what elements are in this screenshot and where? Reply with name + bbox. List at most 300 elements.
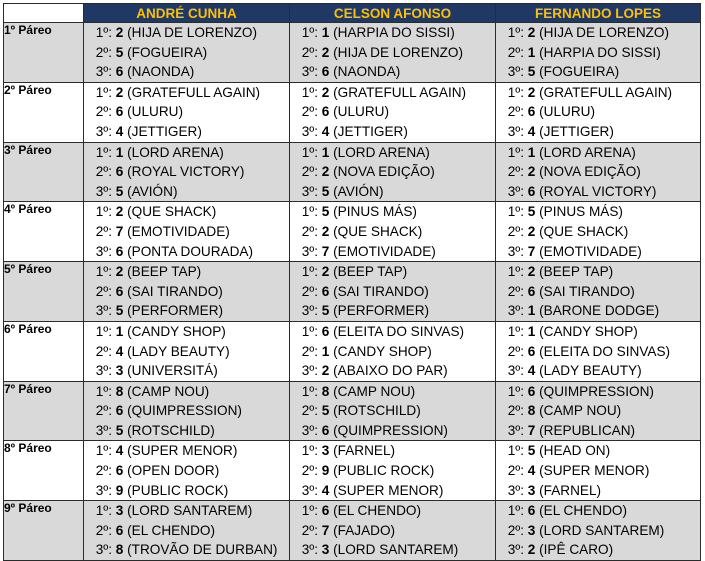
horse-number: 6 — [527, 503, 536, 519]
pick-line — [290, 122, 495, 142]
horse-name: (ELEITA DO SINVAS) — [539, 343, 671, 359]
pick-position: 1º: — [301, 25, 318, 40]
horse-name: (ULURU) — [539, 104, 596, 120]
horse-number: 2 — [321, 164, 330, 180]
pick-position: 3º: — [95, 64, 112, 80]
horse-number: 4 — [527, 363, 536, 379]
pick-position: 1º: — [95, 144, 112, 160]
horse-number: 5 — [321, 403, 330, 419]
horse-name: (LORD SANTAREM) — [127, 503, 253, 519]
horse-name: (SAI TIRANDO) — [333, 283, 429, 299]
header-row — [4, 4, 701, 23]
header-andre-cunha: ANDRÉ CUNHA — [84, 4, 290, 23]
race-label: 9º Páreo — [4, 501, 84, 561]
horse-name: (QUIMPRESSION) — [127, 403, 242, 419]
pick-position: 1º: — [507, 323, 524, 339]
horse-name: (CANDY SHOP) — [333, 343, 432, 359]
pick-position: 2º: — [95, 522, 112, 538]
horse-name: (QUE SHACK) — [127, 204, 217, 220]
pick-position: 3º: — [95, 243, 112, 259]
horse-number: 4 — [527, 123, 536, 139]
race-label: 3º Páreo — [4, 142, 84, 202]
horse-name: (QUIMPRESSION) — [333, 422, 448, 438]
horse-name: (ROTSCHILD) — [333, 403, 421, 419]
horse-number: 3 — [527, 522, 536, 538]
horse-name: (PINUS MÁS) — [539, 204, 623, 220]
horse-number: 2 — [527, 25, 536, 40]
horse-number: 2 — [115, 204, 124, 220]
tipster-picks-cell — [84, 262, 290, 322]
pick-line — [84, 361, 289, 381]
horse-number: 2 — [527, 264, 536, 280]
pick-position: 3º: — [507, 303, 524, 319]
pick-line — [84, 162, 289, 182]
pick-line — [496, 382, 700, 402]
horse-name: (ROTSCHILD) — [127, 422, 215, 438]
horse-name: (FARNEL) — [539, 482, 602, 498]
tipster-picks-cell — [496, 82, 701, 142]
horse-number: 2 — [321, 264, 330, 280]
pick-position: 1º: — [301, 264, 318, 280]
pick-line — [84, 461, 289, 481]
pick-line — [496, 182, 700, 202]
race-label: 7º Páreo — [4, 381, 84, 441]
pick-position: 1º: — [95, 383, 112, 399]
horse-name: (LADY BEAUTY) — [539, 363, 642, 379]
pick-line — [290, 162, 495, 182]
horse-name: (BEEP TAP) — [539, 264, 614, 280]
pick-position: 3º: — [95, 542, 112, 558]
horse-number: 2 — [321, 84, 330, 100]
pick-line — [290, 282, 495, 302]
horse-name: (NAONDA) — [333, 64, 401, 80]
pick-line — [496, 242, 700, 262]
pick-line — [290, 421, 495, 441]
pick-position: 2º: — [301, 164, 318, 180]
race-row — [4, 501, 701, 561]
pick-position: 2º: — [507, 223, 524, 239]
tipster-picks-cell — [496, 23, 701, 83]
pick-position: 2º: — [301, 223, 318, 239]
horse-name: (BEEP TAP) — [333, 264, 408, 280]
horse-name: (GRATEFULL AGAIN) — [539, 84, 673, 100]
header-celson-afonso: CELSON AFONSO — [290, 4, 496, 23]
horse-number: 2 — [321, 363, 330, 379]
horse-number: 5 — [115, 44, 124, 60]
horse-number: 4 — [115, 123, 124, 139]
horse-number: 2 — [115, 84, 124, 100]
horse-name: (LORD ARENA) — [539, 144, 636, 160]
pick-line — [84, 401, 289, 421]
tipster-picks-cell — [84, 501, 290, 561]
pick-line — [84, 262, 289, 282]
tipster-picks-cell — [84, 82, 290, 142]
horse-number: 6 — [115, 403, 124, 419]
horse-name: (SUPER MENOR) — [333, 482, 444, 498]
pick-position: 1º: — [95, 323, 112, 339]
pick-line — [84, 222, 289, 242]
pick-position: 3º: — [95, 303, 112, 319]
pick-line — [290, 242, 495, 262]
race-row — [4, 441, 701, 501]
horse-number: 3 — [321, 542, 330, 558]
race-row — [4, 381, 701, 441]
pick-position: 2º: — [95, 164, 112, 180]
horse-name: (CAMP NOU) — [539, 403, 622, 419]
horse-number: 7 — [321, 243, 330, 259]
horse-name: (NOVA EDIÇÃO) — [539, 164, 641, 180]
pick-position: 2º: — [507, 522, 524, 538]
pick-line — [496, 23, 700, 43]
race-label: 8º Páreo — [4, 441, 84, 501]
horse-number: 8 — [115, 542, 124, 558]
horse-name: (ULURU) — [127, 104, 184, 120]
horse-number: 1 — [527, 303, 536, 319]
pick-position: 3º: — [95, 422, 112, 438]
pick-line — [496, 202, 700, 222]
horse-number: 5 — [527, 64, 536, 80]
pick-line — [290, 461, 495, 481]
pick-position: 2º: — [95, 104, 112, 120]
pick-line — [84, 342, 289, 362]
horse-number: 6 — [115, 64, 124, 80]
pick-line — [84, 382, 289, 402]
pick-line — [290, 143, 495, 163]
race-row — [4, 23, 701, 83]
horse-number: 7 — [115, 223, 124, 239]
horse-name: (ABAIXO DO PAR) — [333, 363, 448, 379]
pick-position: 1º: — [95, 503, 112, 519]
horse-number: 6 — [321, 64, 330, 80]
horse-name: (EMOTIVIDADE) — [333, 243, 436, 259]
pick-line — [496, 322, 700, 342]
pick-position: 3º: — [301, 422, 318, 438]
pick-line — [290, 361, 495, 381]
race-label: 5º Páreo — [4, 262, 84, 322]
pick-position: 2º: — [301, 283, 318, 299]
pick-position: 3º: — [301, 542, 318, 558]
horse-number: 1 — [115, 323, 124, 339]
pick-position: 2º: — [301, 104, 318, 120]
horse-name: (PERFORMER) — [333, 303, 430, 319]
horse-name: (FOGUEIRA) — [127, 44, 208, 60]
horse-name: (UNIVERSITÁ) — [127, 363, 218, 379]
horse-number: 8 — [527, 403, 536, 419]
horse-name: (CANDY SHOP) — [539, 323, 638, 339]
pick-position: 1º: — [507, 204, 524, 220]
race-label: 6º Páreo — [4, 321, 84, 381]
horse-name: (SUPER MENOR) — [127, 443, 238, 459]
pick-line — [290, 43, 495, 63]
horse-number: 6 — [527, 343, 536, 359]
pick-position: 3º: — [507, 183, 524, 199]
horse-number: 2 — [527, 223, 536, 239]
horse-number: 5 — [321, 204, 330, 220]
horse-name: (IPÊ CARO) — [539, 542, 614, 558]
pick-line — [496, 521, 700, 541]
pick-position: 3º: — [301, 183, 318, 199]
horse-number: 5 — [527, 443, 536, 459]
horse-number: 7 — [527, 243, 536, 259]
horse-number: 1 — [321, 144, 330, 160]
horse-number: 2 — [115, 264, 124, 280]
pick-line — [290, 262, 495, 282]
pick-position: 2º: — [301, 522, 318, 538]
horse-number: 9 — [321, 463, 330, 479]
tipster-picks-cell — [290, 501, 496, 561]
horse-name: (QUIMPRESSION) — [539, 383, 654, 399]
horse-name: (EMOTIVIDADE) — [539, 243, 642, 259]
pick-position: 1º: — [507, 84, 524, 100]
pick-position: 3º: — [507, 123, 524, 139]
pick-position: 3º: — [301, 123, 318, 139]
tipster-picks-cell — [290, 441, 496, 501]
horse-name: (FOGUEIRA) — [539, 64, 620, 80]
horse-number: 5 — [527, 204, 536, 220]
tipster-picks-cell — [290, 142, 496, 202]
horse-name: (PONTA DOURADA) — [127, 243, 253, 259]
horse-number: 2 — [115, 25, 124, 40]
horse-name: (GRATEFULL AGAIN) — [127, 84, 261, 100]
horse-number: 3 — [527, 482, 536, 498]
horse-number: 5 — [115, 183, 124, 199]
horse-number: 2 — [527, 542, 536, 558]
pick-position: 2º: — [95, 283, 112, 299]
pick-line — [84, 521, 289, 541]
horse-number: 5 — [115, 422, 124, 438]
horse-number: 5 — [321, 183, 330, 199]
pick-position: 3º: — [507, 363, 524, 379]
pick-line — [290, 501, 495, 521]
horse-name: (AVIÓN) — [127, 183, 178, 199]
pick-line — [84, 322, 289, 342]
pick-position: 2º: — [507, 283, 524, 299]
pick-position: 2º: — [95, 44, 112, 60]
horse-number: 1 — [115, 144, 124, 160]
tipster-picks-cell — [496, 441, 701, 501]
pick-position: 1º: — [507, 383, 524, 399]
pick-line — [290, 382, 495, 402]
horse-number: 9 — [115, 482, 124, 498]
pick-line — [290, 481, 495, 501]
horse-number: 1 — [527, 323, 536, 339]
tipster-picks-cell — [290, 23, 496, 83]
pick-line — [496, 501, 700, 521]
pick-line — [496, 222, 700, 242]
race-row — [4, 321, 701, 381]
horse-name: (JETTIGER) — [333, 123, 408, 139]
pick-line — [496, 301, 700, 321]
pick-position: 3º: — [301, 243, 318, 259]
horse-number: 6 — [115, 463, 124, 479]
pick-position: 3º: — [301, 363, 318, 379]
pick-line — [84, 501, 289, 521]
pick-line — [290, 23, 495, 43]
race-row — [4, 202, 701, 262]
tipster-picks-cell — [496, 321, 701, 381]
horse-name: (ROYAL VICTORY) — [127, 164, 245, 180]
pick-line — [84, 62, 289, 82]
pick-position: 1º: — [301, 383, 318, 399]
horse-number: 7 — [527, 422, 536, 438]
horse-name: (FARNEL) — [333, 443, 396, 459]
horse-number: 4 — [321, 482, 330, 498]
pick-line — [290, 62, 495, 82]
horse-number: 7 — [321, 522, 330, 538]
horse-number: 5 — [321, 303, 330, 319]
pick-position: 1º: — [301, 443, 318, 459]
pick-line — [290, 521, 495, 541]
pick-position: 2º: — [507, 44, 524, 60]
pick-position: 3º: — [301, 303, 318, 319]
horse-name: (LORD ARENA) — [127, 144, 224, 160]
pick-position: 2º: — [507, 403, 524, 419]
pick-position: 1º: — [95, 25, 112, 40]
pick-line — [290, 540, 495, 560]
pick-position: 2º: — [301, 44, 318, 60]
picks-table — [3, 3, 701, 561]
horse-name: (EL CHENDO) — [539, 503, 627, 519]
horse-number: 6 — [321, 503, 330, 519]
pick-position: 2º: — [95, 403, 112, 419]
horse-name: (LORD SANTAREM) — [333, 542, 459, 558]
horse-number: 2 — [527, 164, 536, 180]
pick-position: 3º: — [301, 482, 318, 498]
pick-line — [290, 182, 495, 202]
pick-position: 1º: — [301, 84, 318, 100]
horse-number: 4 — [115, 343, 124, 359]
pick-position: 1º: — [507, 144, 524, 160]
pick-line — [84, 242, 289, 262]
horse-name: (OPEN DOOR) — [127, 463, 220, 479]
horse-name: (AVIÓN) — [333, 183, 384, 199]
horse-number: 6 — [527, 283, 536, 299]
horse-number: 6 — [321, 104, 330, 120]
tipster-picks-cell — [290, 202, 496, 262]
horse-number: 6 — [115, 283, 124, 299]
pick-line — [84, 282, 289, 302]
horse-number: 8 — [321, 383, 330, 399]
pick-position: 2º: — [507, 104, 524, 120]
horse-number: 1 — [321, 343, 330, 359]
pick-line — [84, 441, 289, 461]
horse-name: (HIJA DE LORENZO) — [539, 25, 670, 40]
pick-line — [290, 401, 495, 421]
horse-number: 6 — [321, 283, 330, 299]
horse-name: (SAI TIRANDO) — [127, 283, 223, 299]
horse-number: 3 — [321, 443, 330, 459]
horse-name: (PINUS MÁS) — [333, 204, 417, 220]
horse-number: 6 — [321, 323, 330, 339]
horse-name: (HIJA DE LORENZO) — [333, 44, 464, 60]
horse-number: 6 — [527, 183, 536, 199]
tipster-picks-cell — [496, 202, 701, 262]
pick-line — [496, 122, 700, 142]
race-row — [4, 142, 701, 202]
horse-name: (EMOTIVIDADE) — [127, 223, 230, 239]
pick-line — [290, 301, 495, 321]
pick-line — [84, 481, 289, 501]
horse-name: (LADY BEAUTY) — [127, 343, 230, 359]
pick-line — [496, 262, 700, 282]
horse-name: (NAONDA) — [127, 64, 195, 80]
pick-line — [84, 143, 289, 163]
horse-name: (HEAD ON) — [539, 443, 611, 459]
horse-name: (CANDY SHOP) — [127, 323, 226, 339]
horse-number: 6 — [115, 522, 124, 538]
horse-number: 6 — [115, 104, 124, 120]
pick-line — [496, 62, 700, 82]
pick-line — [496, 342, 700, 362]
horse-name: (HIJA DE LORENZO) — [127, 25, 258, 40]
horse-name: (NOVA EDIÇÃO) — [333, 164, 435, 180]
horse-number: 6 — [527, 383, 536, 399]
horse-number: 4 — [115, 443, 124, 459]
horse-name: (HARPIA DO SISSI) — [333, 25, 455, 40]
pick-line — [290, 322, 495, 342]
horse-name: (FAJADO) — [333, 522, 396, 538]
tipster-picks-cell — [84, 441, 290, 501]
tipster-picks-cell — [290, 321, 496, 381]
pick-position: 1º: — [95, 443, 112, 459]
pick-line — [496, 540, 700, 560]
header-corner-cell — [4, 4, 84, 23]
pick-position: 3º: — [507, 422, 524, 438]
pick-line — [290, 342, 495, 362]
pick-position: 3º: — [95, 363, 112, 379]
pick-line — [496, 102, 700, 122]
horse-number: 3 — [115, 363, 124, 379]
header-fernando-lopes: FERNANDO LOPES — [496, 4, 701, 23]
pick-line — [84, 202, 289, 222]
pick-position: 1º: — [301, 144, 318, 160]
pick-position: 2º: — [301, 463, 318, 479]
horse-name: (JETTIGER) — [127, 123, 202, 139]
pick-position: 1º: — [301, 503, 318, 519]
race-row — [4, 262, 701, 322]
tipster-picks-cell — [84, 381, 290, 441]
pick-position: 3º: — [507, 482, 524, 498]
pick-line — [496, 461, 700, 481]
pick-position: 2º: — [507, 343, 524, 359]
horse-number: 1 — [527, 144, 536, 160]
pick-position: 3º: — [95, 482, 112, 498]
pick-position: 1º: — [507, 25, 524, 40]
pick-position: 1º: — [507, 503, 524, 519]
horse-name: (ELEITA DO SINVAS) — [333, 323, 465, 339]
pick-line — [496, 441, 700, 461]
tipster-picks-cell — [290, 262, 496, 322]
horse-name: (PERFORMER) — [127, 303, 224, 319]
horse-number: 2 — [321, 223, 330, 239]
pick-line — [496, 361, 700, 381]
tipster-picks-cell — [84, 202, 290, 262]
pick-line — [84, 122, 289, 142]
pick-position: 1º: — [95, 264, 112, 280]
pick-line — [84, 301, 289, 321]
horse-name: (EL CHENDO) — [333, 503, 421, 519]
horse-number: 6 — [115, 164, 124, 180]
horse-name: (LORD SANTAREM) — [539, 522, 665, 538]
horse-name: (REPUBLICAN) — [539, 422, 636, 438]
pick-line — [496, 401, 700, 421]
pick-line — [84, 23, 289, 43]
horse-name: (LORD ARENA) — [333, 144, 430, 160]
horse-number: 6 — [527, 104, 536, 120]
pick-line — [290, 83, 495, 103]
horse-number: 2 — [321, 44, 330, 60]
horse-name: (PUBLIC ROCK) — [333, 463, 435, 479]
